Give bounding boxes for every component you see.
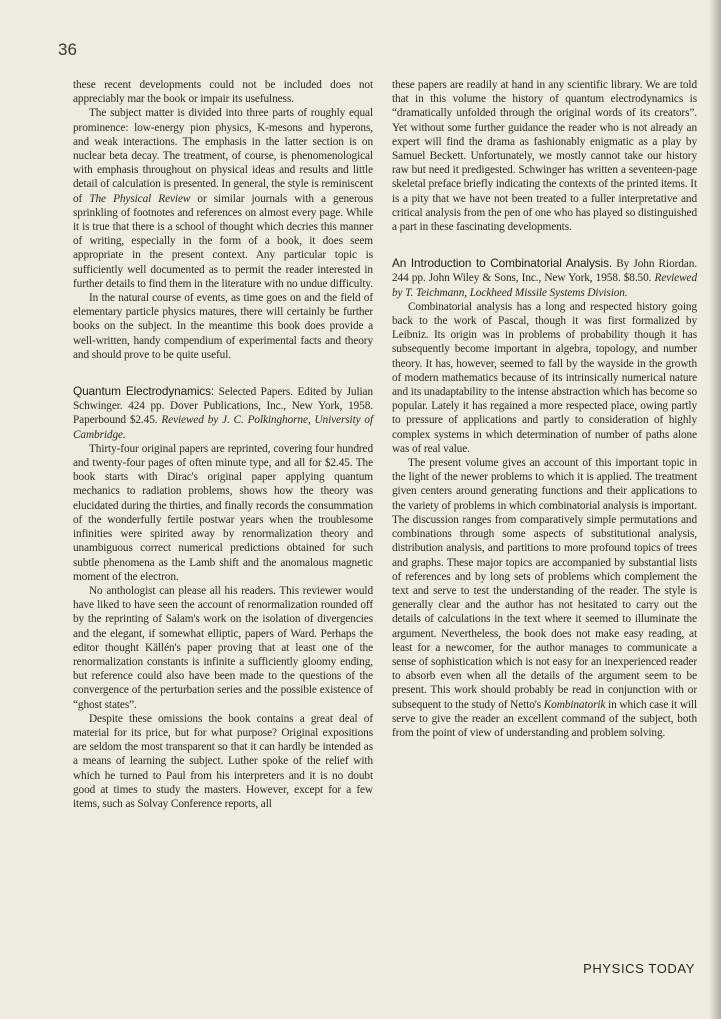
- paragraph-text: or similar journals with a generous sprinkling of footnotes and references on almost every page. While it is true that there is a school of thought which decries this manner of writing, especially in the form of a book, it does seem appropriate in the present context. Any particular topic is sufficiently well documented as to permit the reader interested in further details to find them in the literature with no undue difficulty.: [73, 192, 374, 290]
- right-column: [392, 78, 697, 740]
- paragraph: No anthologist can please all his readers. This reviewer would have liked to have seen the account of renormalization rounded off by the reprinting of Salam's work on the isolation of divergencies and the elegant, if somewhat elliptic, papers of Ward. Perhaps the editor thought Källén's paper proving that at least one of the renormalization constants is infinite a sufficiently gloomy ending, but reference could also have been made to the questions of the convergence of the perturbation series and the possible existence of “ghost states”.: [73, 584, 373, 711]
- review-details: Selected Papers. Edited by Julian Schwinger. 424 pp. Dover Publications, Inc., New York, 1958. Paperbound $2.45.: [73, 386, 373, 427]
- reviewer: Reviewed by J. C. Polkinghorne, University of Cambridge.: [73, 414, 373, 441]
- left-column: [73, 78, 373, 811]
- review-header-qed: [73, 384, 373, 442]
- paragraph: Thirty-four original papers are reprinted, covering four hundred and twenty-four pages of often minute type, and all for $2.45. The book starts with Dirac's original paper applying quantum mechanics to radiation problems, shows how the theory was elucidated during the thirties, and finally records the consummation of the wonderfully fertile postwar years when the troublesome infinities were spirited away by renormalization theory and unambiguous correct numerical predictions obtained for such subtle phenomena as the Lamb shift and the anomalous magnetic moment of the electron.: [73, 442, 373, 583]
- review-title: Quantum Electrodynamics:: [73, 384, 215, 399]
- reviewer: Reviewed by T. Teichmann, Lockheed Missile Systems Division.: [392, 272, 697, 299]
- paragraph-text: in which case it will serve to give the reader an excellent command of the subject, both from the point of view of understanding and problem solving.: [392, 698, 697, 739]
- book-title: Kombinatorik: [543, 698, 606, 711]
- review-details: By John Riordan. 244 pp. John Wiley & Sons, Inc., New York, 1958. $8.50.: [392, 258, 697, 285]
- paragraph-text: The present volume gives an account of this important topic in the light of the newer problems to which it is applied. The treatment given centers around generating functions and their applications to the variety of problems in which combinatorial analysis is important. The discussion ranges from comparatively simple permutations and combinations through some aspects of substitutional analysis, distribution analysis, and partitions to more profound topics of trees and graphs. These major topics are accompanied by substantial lists of references and by long sets of problems which complement the text and serve to test the understanding of the reader. The style is generally clear and the author has not hesitated to carry out the details of calculations in the text where it seemed to illuminate the argument. Nevertheless, the book does not make easy reading, at least for a newcomer, for the author manages to communicate a sense of sophistication which is not easy for an inexperienced reader to absorb even when all the details of the argument seem to be present. This work should probably be read in conjunction with or subsequent to the study of Netto's: [392, 457, 697, 711]
- paragraph: Combinatorial analysis has a long and respected history going back to the work of Pascal, though it was first formalized by Leibniz. Its origin was in problems of probability though it has subsequently become important in algebra, topology, and number theory. It has, however, seemed to fall by the wayside in the growth of modern mathematics because of its intrinsically numerical nature and its unadaptability to the intense abstraction which has become so popular. Lately it has regained a more respected place, owing partly to pressure of applications and partly to consideration of highly complex systems in which determination of number of paths alone was of real value.: [392, 300, 697, 455]
- paragraph: In the natural course of events, as time goes on and the field of elementary particle physics matures, there will certainly be further books on the subject. In the meantime this book does provide a well-written, handy compendium of experimental facts and theory and should prove to be quite useful.: [73, 292, 373, 361]
- paragraph: Despite these omissions the book contains a great deal of material for its price, but for what purpose? Original expositions are seldom the most transparent so that it can hardly be intended as a means of learning the subject. Luther spoke of the relief with which he turned to Paul from his interpreters and it is no doubt good at times to study the masters. However, except for a few items, such as Solvay Conference reports, all: [73, 712, 373, 810]
- page-number: 36: [58, 40, 77, 59]
- paragraph: [73, 106, 373, 291]
- page-edge-shadow: [709, 0, 721, 1019]
- paragraph: these recent developments could not be included does not appreciably mar the book or impair its usefulness.: [73, 79, 373, 106]
- paragraph: these papers are readily at hand in any scientific library. We are told that in this volume the history of quantum electrodynamics is “dramatically unfolded through the original words of its creators”. Yet without some further guidance the reader who is not already an expert will find the drama as fashionably enigmatic as a play by Samuel Beckett. Unfortunately, we mostly cannot take our history raw but need it predigested. Schwinger has written a seventeen-page skeletal preface briefly indicating the contexts of the printed items. It is a pity that we have not been treated to a fuller interpretative and critical analysis from the pen of one who has played so distinguished a part in these fascinating developments.: [392, 79, 697, 234]
- review-header-combinatorial: [392, 256, 697, 300]
- journal-title: The Physical Review: [89, 192, 191, 205]
- paragraph: [392, 456, 697, 740]
- paragraph-text: The subject matter is divided into three parts of roughly equal prominence: low-energy pion physics, K-mesons and hyperons, and weak interactions. The emphasis in the latter section is on nuclear beta decay. The treatment, of course, is phenomenological with emphasis throughout on physical ideas and results and little detail of calculation is presented. In general, the style is reminiscent of: [73, 107, 373, 205]
- journal-footer: PHYSICS TODAY: [583, 961, 695, 976]
- review-title: An Introduction to Combinatorial Analysis.: [392, 256, 613, 271]
